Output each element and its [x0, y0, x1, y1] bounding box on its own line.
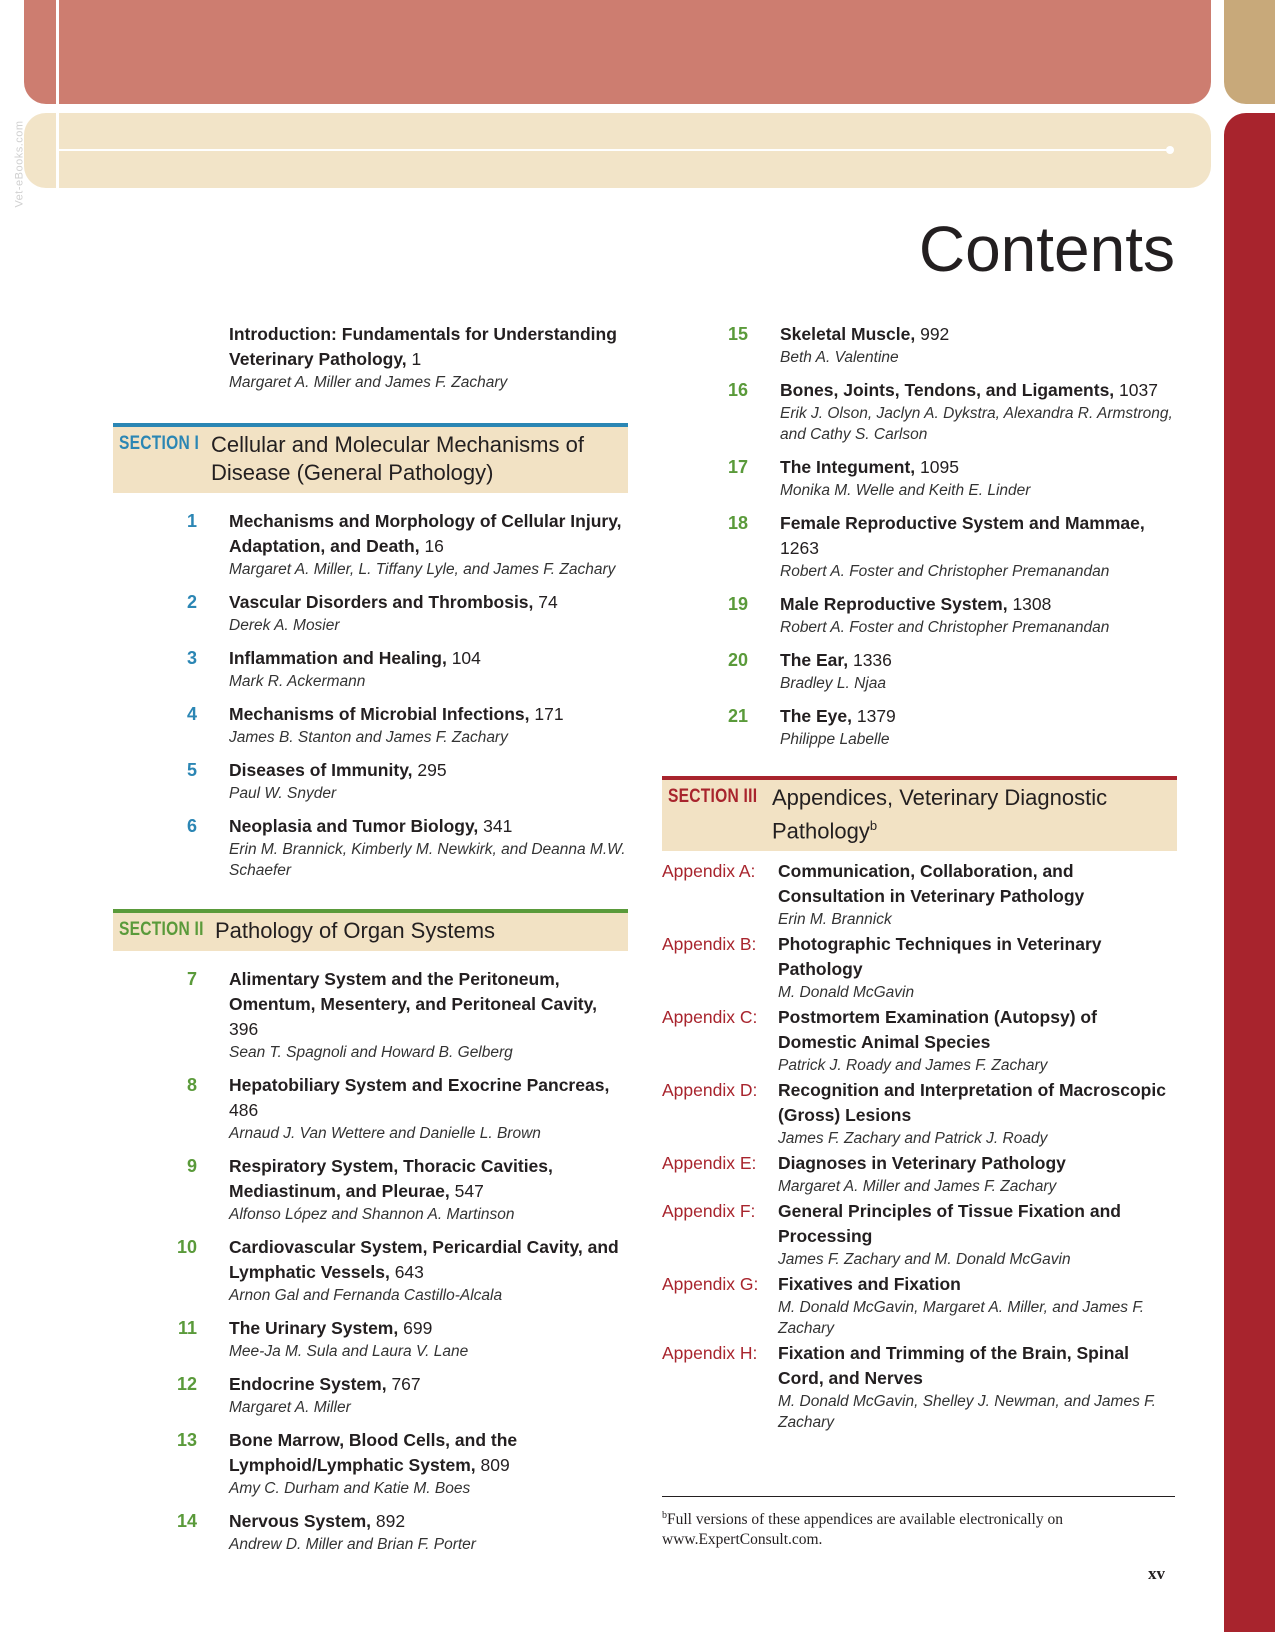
right-column	[662, 322, 1177, 1435]
chapter-authors: James B. Stanton and James F. Zachary	[229, 729, 508, 746]
appendix-authors: M. Donald McGavin	[778, 984, 915, 1002]
chapter-number: 19	[727, 594, 748, 614]
chapter-page: 1037	[1119, 380, 1158, 400]
chapter-page: 547	[454, 1181, 484, 1201]
appendix-label: Appendix F:	[662, 1201, 756, 1222]
chapter-title-line	[229, 814, 628, 839]
chapter-authors: Alfonso López and Shannon A. Martinson	[229, 1206, 515, 1223]
chapter-number: 2	[186, 592, 197, 612]
chapter-number: 6	[186, 816, 197, 836]
chapter-number: 12	[176, 1374, 197, 1394]
chapter-page: 699	[403, 1318, 433, 1338]
chapter-entry[interactable]	[113, 967, 628, 1063]
chapter-title-line	[229, 1509, 628, 1534]
appendix-entry[interactable]	[662, 1341, 1177, 1433]
appendix-label: Appendix D:	[662, 1080, 758, 1101]
header-band-top	[24, 0, 1211, 104]
appendix-entry[interactable]	[662, 1199, 1177, 1270]
chapter-number: 21	[727, 706, 748, 726]
chapter-title: Inflammation and Healing,	[229, 648, 447, 668]
appendix-title: Recognition and Interpretation of Macroscopic (Gross) Lesions	[778, 1080, 1166, 1126]
chapter-page: 74	[538, 592, 558, 612]
chapter-number: 20	[727, 650, 748, 670]
footnote-mark: b	[662, 1510, 667, 1521]
chapter-authors: Andrew D. Miller and Brian F. Porter	[229, 1536, 476, 1553]
chapter-title-line	[780, 592, 1177, 617]
appendix-title: Communication, Collaboration, and Consultation in Veterinary Pathology	[778, 861, 1085, 907]
chapter-entry[interactable]	[662, 455, 1177, 501]
chapter-authors: Derek A. Mosier	[229, 617, 340, 634]
watermark: Vet-eBooks.com	[13, 120, 26, 208]
header-rule-dot	[1166, 146, 1174, 154]
intro-authors: Margaret A. Miller and James F. Zachary	[229, 374, 508, 391]
chapter-page: 171	[534, 704, 564, 724]
chapter-entry[interactable]	[113, 1428, 628, 1499]
chapter-entry[interactable]	[662, 322, 1177, 368]
chapter-title-line	[229, 646, 628, 671]
chapter-title-line	[229, 758, 628, 783]
section-3-label: SECTION III	[668, 786, 758, 807]
appendix-list	[662, 859, 1177, 1433]
chapter-title: The Urinary System,	[229, 1318, 399, 1338]
chapter-authors: Mee-Ja M. Sula and Laura V. Lane	[229, 1343, 469, 1360]
chapter-title: Bone Marrow, Blood Cells, and the Lymphoid/Lymphatic System,	[229, 1430, 518, 1475]
chapter-number: 16	[727, 380, 748, 400]
chapter-number: 1	[186, 511, 197, 531]
chapter-authors: Bradley L. Njaa	[780, 675, 886, 692]
chapter-title: The Eye,	[780, 706, 852, 726]
chapter-title-line	[780, 455, 1177, 480]
chapter-title-line	[229, 967, 628, 1042]
chapter-entry[interactable]	[113, 1154, 628, 1225]
chapter-authors: Arnon Gal and Fernanda Castillo-Alcala	[229, 1287, 503, 1304]
chapter-page: 1379	[856, 706, 896, 726]
chapter-title-line	[229, 1235, 628, 1285]
section-2-chapter-list-right	[662, 322, 1177, 750]
chapter-entry[interactable]	[113, 646, 628, 692]
chapter-authors: Mark R. Ackermann	[229, 673, 366, 690]
chapter-title: Bones, Joints, Tendons, and Ligaments,	[780, 380, 1115, 400]
appendix-label: Appendix C:	[662, 1007, 758, 1028]
chapter-page: 992	[920, 324, 950, 344]
chapter-entry[interactable]	[113, 814, 628, 881]
appendix-entry[interactable]	[662, 1272, 1177, 1339]
header-band-gold-tab	[1224, 0, 1275, 104]
chapter-number: 3	[186, 648, 197, 668]
chapter-number: 18	[727, 513, 748, 533]
appendix-authors: Patrick J. Roady and James F. Zachary	[778, 1057, 1048, 1075]
chapter-title: Neoplasia and Tumor Biology,	[229, 816, 479, 836]
chapter-entry[interactable]	[662, 511, 1177, 582]
section-2-title: Pathology of Organ Systems	[215, 918, 496, 943]
chapter-page: 892	[375, 1511, 406, 1531]
chapter-page: 767	[391, 1374, 421, 1394]
chapter-entry[interactable]	[662, 592, 1177, 638]
appendix-title: General Principles of Tissue Fixation and Processing	[778, 1201, 1121, 1247]
appendix-title: Photographic Techniques in Veterinary Pathology	[778, 934, 1102, 980]
chapter-authors: Erik J. Olson, Jaclyn A. Dykstra, Alexandra R. Armstrong, and Cathy S. Carlson	[780, 405, 1173, 443]
chapter-title: Mechanisms of Microbial Infections,	[229, 704, 530, 724]
appendix-authors: M. Donald McGavin, Margaret A. Miller, and James F. Zachary	[778, 1299, 1145, 1338]
chapter-title-line	[229, 702, 628, 727]
chapter-title-line	[229, 509, 628, 559]
chapter-number: 17	[727, 457, 748, 477]
chapter-entry[interactable]	[113, 1509, 628, 1555]
section-1-header	[113, 423, 628, 493]
chapter-title: Endocrine System,	[229, 1374, 387, 1394]
chapter-number: 9	[186, 1156, 197, 1176]
chapter-authors: Arnaud J. Van Wettere and Danielle L. Brown	[229, 1125, 541, 1142]
chapter-entry[interactable]	[113, 1235, 628, 1306]
appendix-label: Appendix E:	[662, 1153, 757, 1174]
chapter-title: Mechanisms and Morphology of Cellular Injury, Adaptation, and Death,	[229, 511, 622, 556]
appendix-title: Fixatives and Fixation	[778, 1274, 961, 1295]
chapter-entry[interactable]	[662, 648, 1177, 694]
chapter-title-line	[229, 1154, 628, 1204]
appendix-entry[interactable]	[662, 1151, 1177, 1197]
chapter-title-line	[229, 1316, 628, 1341]
chapter-title-line	[780, 704, 1177, 729]
appendix-label: Appendix A:	[662, 861, 756, 882]
header-vertical-rule	[56, 0, 59, 190]
chapter-page: 1336	[852, 650, 892, 670]
appendix-title: Fixation and Trimming of the Brain, Spinal Cord, and Nerves	[778, 1343, 1129, 1389]
chapter-number: 15	[727, 324, 748, 344]
chapter-title-line	[229, 1372, 628, 1397]
chapter-entry[interactable]	[113, 1316, 628, 1362]
left-column	[113, 322, 628, 1565]
appendix-authors: Erin M. Brannick	[778, 911, 892, 929]
section-3-header	[662, 776, 1177, 851]
chapter-title-line	[780, 378, 1177, 403]
chapter-title: Male Reproductive System,	[780, 594, 1008, 614]
chapter-title: Nervous System,	[229, 1511, 372, 1531]
intro-title: Introduction: Fundamentals for Understanding Veterinary Pathology,	[229, 324, 617, 369]
chapter-number: 4	[186, 704, 197, 724]
chapter-title: Cardiovascular System, Pericardial Cavity, and Lymphatic Vessels,	[229, 1237, 619, 1282]
section-2-header	[113, 909, 628, 951]
appendix-title: Postmortem Examination (Autopsy) of Domestic Animal Species	[778, 1007, 1097, 1053]
chapter-title: Skeletal Muscle,	[780, 324, 916, 344]
chapter-title-line	[780, 322, 1177, 347]
chapter-number: 13	[176, 1430, 197, 1450]
chapter-title: Vascular Disorders and Thrombosis,	[229, 592, 534, 612]
chapter-authors: Paul W. Snyder	[229, 785, 337, 802]
chapter-title: Respiratory System, Thoracic Cavities, Mediastinum, and Pleurae,	[229, 1156, 553, 1201]
chapter-number: 8	[186, 1075, 197, 1095]
appendix-entry[interactable]	[662, 932, 1177, 1003]
chapter-authors: Margaret A. Miller	[229, 1399, 351, 1416]
chapter-page: 1263	[780, 538, 819, 558]
footnote-text: Full versions of these appendices are available electronically on www.ExpertConsult.com.	[662, 1511, 1063, 1549]
chapter-number: 10	[176, 1237, 197, 1257]
chapter-authors: Robert A. Foster and Christopher Premanandan	[780, 619, 1110, 636]
appendix-label: Appendix G:	[662, 1274, 759, 1295]
chapter-title-line	[780, 648, 1177, 673]
chapter-entry[interactable]	[113, 758, 628, 804]
chapter-authors: Monika M. Welle and Keith E. Linder	[780, 482, 1031, 499]
chapter-entry[interactable]	[113, 702, 628, 748]
chapter-entry[interactable]	[662, 704, 1177, 750]
intro-title-line	[229, 322, 628, 372]
chapter-page: 1095	[920, 457, 959, 477]
section-1-label: SECTION I	[119, 433, 200, 454]
chapter-page: 809	[480, 1455, 510, 1475]
section-1-title: Cellular and Molecular Mechanisms of Disease (General Pathology)	[211, 432, 584, 485]
chapter-number: 14	[176, 1511, 197, 1531]
chapter-authors: Amy C. Durham and Katie M. Boes	[229, 1480, 471, 1497]
appendix-authors: M. Donald McGavin, Shelley J. Newman, and James F. Zachary	[778, 1393, 1156, 1432]
header-horizontal-rule	[59, 149, 1169, 151]
chapter-page: 643	[394, 1262, 424, 1282]
appendix-entry[interactable]	[662, 1078, 1177, 1149]
footnote-rule	[662, 1496, 1175, 1497]
section-3-footnote-mark: b	[869, 818, 878, 833]
chapter-page: 396	[229, 1019, 259, 1039]
chapter-title-line	[780, 511, 1177, 561]
chapter-entry[interactable]	[113, 590, 628, 636]
chapter-title: Diseases of Immunity,	[229, 760, 413, 780]
chapter-title: Female Reproductive System and Mammae,	[780, 513, 1145, 533]
appendix-authors: James F. Zachary and Patrick J. Roady	[778, 1130, 1048, 1148]
chapter-page: 1308	[1012, 594, 1052, 614]
chapter-title-line	[229, 590, 628, 615]
chapter-authors: Margaret A. Miller, L. Tiffany Lyle, and James F. Zachary	[229, 561, 616, 578]
chapter-authors: Robert A. Foster and Christopher Premanandan	[780, 563, 1110, 580]
page-number: xv	[1148, 1564, 1165, 1583]
chapter-title: The Ear,	[780, 650, 849, 670]
section-3-title: Appendices, Veterinary Diagnostic Pathology	[772, 785, 1108, 844]
chapter-authors: Erin M. Brannick, Kimberly M. Newkirk, and Deanna M.W. Schaefer	[229, 841, 626, 879]
section-2-label: SECTION II	[119, 919, 204, 940]
chapter-title: Alimentary System and the Peritoneum, Omentum, Mesentery, and Peritoneal Cavity,	[229, 969, 597, 1014]
appendix-authors: Margaret A. Miller and James F. Zachary	[778, 1178, 1057, 1196]
chapter-authors: Sean T. Spagnoli and Howard B. Gelberg	[229, 1044, 513, 1061]
footnote	[662, 1506, 1177, 1550]
page-title: Contents	[918, 213, 1175, 285]
appendix-label: Appendix B:	[662, 934, 757, 955]
chapter-number: 5	[186, 760, 197, 780]
intro-page: 1	[411, 349, 422, 369]
chapter-number: 7	[186, 969, 197, 989]
section-1-chapter-list	[113, 509, 628, 881]
chapter-title: The Integument,	[780, 457, 916, 477]
appendix-entry[interactable]	[662, 1005, 1177, 1076]
appendix-entry[interactable]	[662, 859, 1177, 930]
appendix-label: Appendix H:	[662, 1343, 758, 1364]
chapter-page: 486	[229, 1100, 259, 1120]
chapter-number: 11	[177, 1318, 197, 1338]
chapter-title-line	[229, 1073, 628, 1123]
chapter-entry[interactable]	[113, 1372, 628, 1418]
chapter-authors: Beth A. Valentine	[780, 349, 899, 366]
section-2-chapter-list-left	[113, 967, 628, 1555]
chapter-entry[interactable]	[662, 378, 1177, 445]
side-red-bar	[1224, 113, 1275, 1632]
chapter-title: Hepatobiliary System and Exocrine Pancreas,	[229, 1075, 610, 1095]
appendix-authors: James F. Zachary and M. Donald McGavin	[778, 1251, 1071, 1269]
chapter-title-line	[229, 1428, 628, 1478]
chapter-entry[interactable]	[113, 509, 628, 580]
chapter-page: 295	[417, 760, 447, 780]
chapter-page: 341	[483, 816, 513, 836]
chapter-page: 16	[424, 536, 444, 556]
chapter-entry[interactable]	[113, 1073, 628, 1144]
chapter-page: 104	[451, 648, 481, 668]
appendix-title: Diagnoses in Veterinary Pathology	[778, 1153, 1066, 1174]
chapter-authors: Philippe Labelle	[780, 731, 890, 748]
intro-entry[interactable]	[113, 322, 628, 393]
